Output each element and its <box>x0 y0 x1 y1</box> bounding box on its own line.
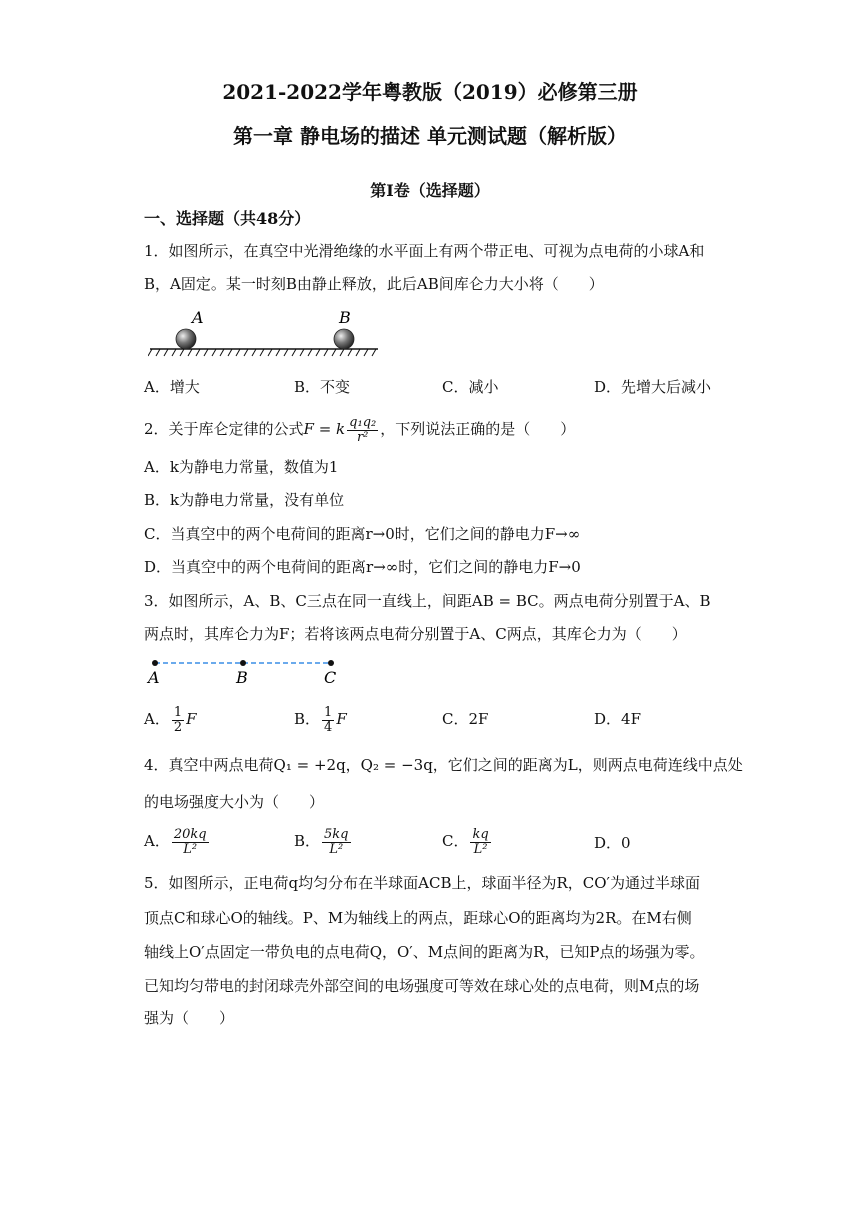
q4-option-b-num: 5kq <box>324 826 349 842</box>
q4-text-line2: 的电场强度大小为（ ） <box>144 793 325 811</box>
q4-text-line1: 4．真空中两点电荷Q₁ = +2q，Q₂ = −3q，它们之间的距离为L，则两点电荷连线中点处 <box>144 756 743 774</box>
q2-option-b[interactable]: B．k为静电力常量，没有单位 <box>144 491 345 509</box>
q1-text-line1: 1．如图所示，在真空中光滑绝缘的水平面上有两个带正电、可视为点电荷的小球A和 <box>144 242 705 260</box>
ball-a <box>176 329 196 349</box>
q3-figure <box>144 654 344 688</box>
exam-subtitle: 第一章 静电场的描述 单元测试题（解析版） <box>233 124 627 148</box>
q4-option-a-fraction <box>172 828 209 857</box>
q3-option-a-label: A． <box>144 710 170 728</box>
q4-option-b-fraction <box>322 828 350 857</box>
q5-text-line1: 5．如图所示，正电荷q均匀分布在半球面ACB上，球面半径为R，CO′为通过半球面 <box>144 874 700 892</box>
q4-option-c[interactable] <box>442 826 493 857</box>
q1-option-b[interactable]: B．不变 <box>294 378 351 396</box>
q3-option-c[interactable]: C．2F <box>442 710 489 728</box>
q3-option-b-unit: F <box>336 710 347 728</box>
q1-figure <box>148 306 384 358</box>
q5-text-line2: 顶点C和球心O的轴线。P、M为轴线上的两点，距球心O的距离均为2R。在M右侧 <box>144 909 692 927</box>
q4-option-c-fraction <box>470 828 490 857</box>
q2-option-c[interactable]: C．当真空中的两个电荷间的距离r→0时，它们之间的静电力F→∞ <box>144 525 581 543</box>
q3-option-b-den: 4 <box>324 719 333 735</box>
point-c <box>328 660 334 666</box>
exam-title: 2021-2022学年粤教版（2019）必修第三册 <box>222 80 638 104</box>
q3-text-line2: 两点时，其库仑力为F；若将该两点电荷分别置于A、C两点，其库仑力为（ ） <box>144 625 687 643</box>
q3-option-a-unit: F <box>186 710 197 728</box>
q4-option-b-den: L² <box>329 841 344 857</box>
q3-text-line1: 3．如图所示，A、B、C三点在同一直线上，间距AB = BC。两点电荷分别置于A、B <box>144 592 711 610</box>
q4-option-d[interactable]: D．0 <box>594 834 631 852</box>
q4-option-c-label: C． <box>442 832 469 850</box>
point-b <box>240 660 246 666</box>
section-heading: 一、选择题（共48分） <box>144 209 311 228</box>
q4-option-c-num: kq <box>472 826 489 842</box>
label-a: A <box>192 308 204 327</box>
q1-text-line2: B，A固定。某一时刻B由静止释放，此后AB间库仑力大小将（ ） <box>144 275 604 293</box>
q2-prefix: 2．关于库仑定律的公式 <box>144 420 304 438</box>
q4-option-a[interactable] <box>144 826 211 857</box>
q3-option-d[interactable]: D．4F <box>594 710 641 728</box>
q3-option-b-label: B． <box>294 710 321 728</box>
ball-b <box>334 329 354 349</box>
q5-text-line3: 轴线上O′点固定一带负电的点电荷Q，O′、M点间的距离为R，已知P点的场强为零。 <box>144 943 705 961</box>
q4-option-a-label: A． <box>144 832 170 850</box>
label-b: B <box>236 668 248 687</box>
volume-heading: 第Ⅰ卷（选择题） <box>370 181 490 200</box>
q2-formula-den: r² <box>356 429 369 445</box>
label-b: B <box>339 308 351 327</box>
q3-option-a-fraction <box>172 706 184 735</box>
label-a: A <box>148 668 160 687</box>
q3-option-a-num: 1 <box>173 704 183 720</box>
q2-formula-lhs: F = k <box>303 420 346 438</box>
q4-option-a-num: 20kq <box>173 826 207 842</box>
q2-option-d[interactable]: D．当真空中的两个电荷间的距离r→∞时，它们之间的静电力F→0 <box>144 558 581 576</box>
q4-option-b[interactable] <box>294 826 353 857</box>
q3-option-a[interactable] <box>144 704 197 735</box>
q3-option-b-fraction <box>322 706 334 735</box>
q1-option-c[interactable]: C．减小 <box>442 378 499 396</box>
q5-text-line5: 强为（ ） <box>144 1009 235 1027</box>
hatch-ground <box>148 349 376 356</box>
q3-option-a-den: 2 <box>173 719 183 735</box>
label-c: C <box>324 668 337 687</box>
q2-formula-fraction <box>347 416 378 445</box>
q4-option-b-label: B． <box>294 832 321 850</box>
point-a <box>152 660 158 666</box>
q4-option-a-den: L² <box>183 841 198 857</box>
q3-option-b-num: 1 <box>324 704 333 720</box>
q1-option-a[interactable]: A．增大 <box>144 378 200 396</box>
q5-text-line4: 已知均匀带电的封闭球壳外部空间的电场强度可等效在球心处的点电荷，则M点的场 <box>144 977 700 995</box>
q1-option-d[interactable]: D．先增大后减小 <box>594 378 712 396</box>
q3-option-b[interactable] <box>294 704 347 735</box>
q2-stem <box>144 414 724 445</box>
q2-option-a[interactable]: A．k为静电力常量，数值为1 <box>144 458 339 476</box>
q4-option-c-den: L² <box>473 841 488 857</box>
q2-suffix: ，下列说法正确的是（ ） <box>380 420 576 438</box>
q2-formula-num: q₁q₂ <box>349 414 377 430</box>
